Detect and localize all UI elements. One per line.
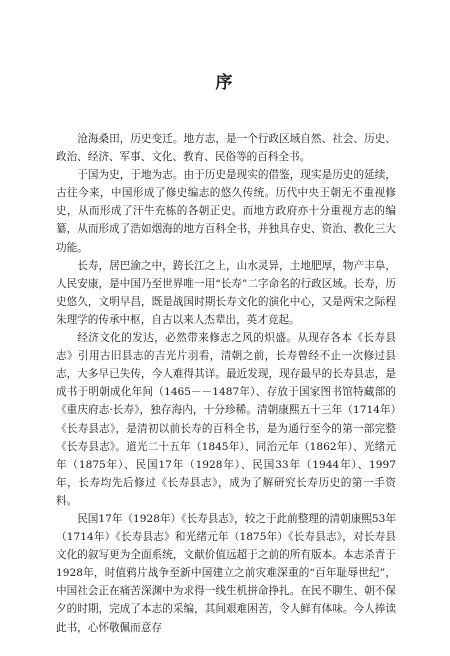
paragraph-3: 长寿，居巴渝之中，跨长江之上，山水灵异，土地肥厚，物产丰阜，人民安康，是中国乃至世界唯一用“长寿”二字命名的行政区域。长寿，历史悠久，文明早昌，既是战国时期长寿文化的演化中心，又是两宋之际程朱理学的传承中枢，自古以来人杰辈出，英才竞起。 — [56, 259, 396, 326]
paragraph-1: 沧海桑田，历史变迁。地方志，是一个行政区域自然、社会、历史、政治、经济、军事、文化、教育、民俗等的百科全书。 — [56, 133, 396, 164]
paragraph-4: 经济文化的发达，必然带来修志之风的炽盛。从现存各本《长寿县志》引用古旧县志的吉光片羽看，清朝之前，长寿曾经不止一次修过县志，大多早已失传，今人难得其详。最近发现，现存最早的长寿县志，是成书于明朝成化年间（1465－－1487年）、存放于国家图书馆特藏部的《重庆府志·长寿》，独存海内，十分珍稀。清朝康熙五十三年（1714年）《长寿县志》，是清初以前长寿的百科全书，是为通行至今的第一部完整《长寿县志》。道光二十五年（1845年）、同治元年（1862年）、光绪元年（1875年）、民国17年（1928年）、民国33年（1944年）、1997年，长寿均先后修过《长寿县志》，成为了解研究长寿历史的第一手资料。 — [56, 332, 396, 507]
preface-body — [56, 130, 396, 637]
paragraph-2: 于国为史，于地为志。由于历史是现实的借鉴，现实是历史的延续，古往今来，中国形成了修史编志的悠久传统。历代中央王朝无不重视修史，从而形成了汗牛充栋的各朝正史。而地方政府亦十分重视方志的编纂，从而形成了浩如烟海的地方百科全书，并独具存史、资治、教化三大功能。 — [56, 169, 396, 254]
page-title: 序 — [215, 73, 235, 93]
paragraph-5: 民国17年（1928年）《长寿县志》，较之于此前整理的清朝康熙53年（1714年）《长寿县志》和光绪元年（1875年）《长寿县志》，对长寿县文化的叙写更为全面系统，文献价值远超于之前的所有版本。本志杀青于1928年，时值鸦片战争至新中国建立之前灾难深重的“百年耻辱世纪”，中国社会正在痛苦深渊中为求得一线生机拼命挣扎。在民不聊生、朝不保夕的时期，完成了本志的采编，其间艰难困苦，令人鲜有体味。今人捧读此书，心怀敬佩而意存 — [56, 512, 396, 634]
